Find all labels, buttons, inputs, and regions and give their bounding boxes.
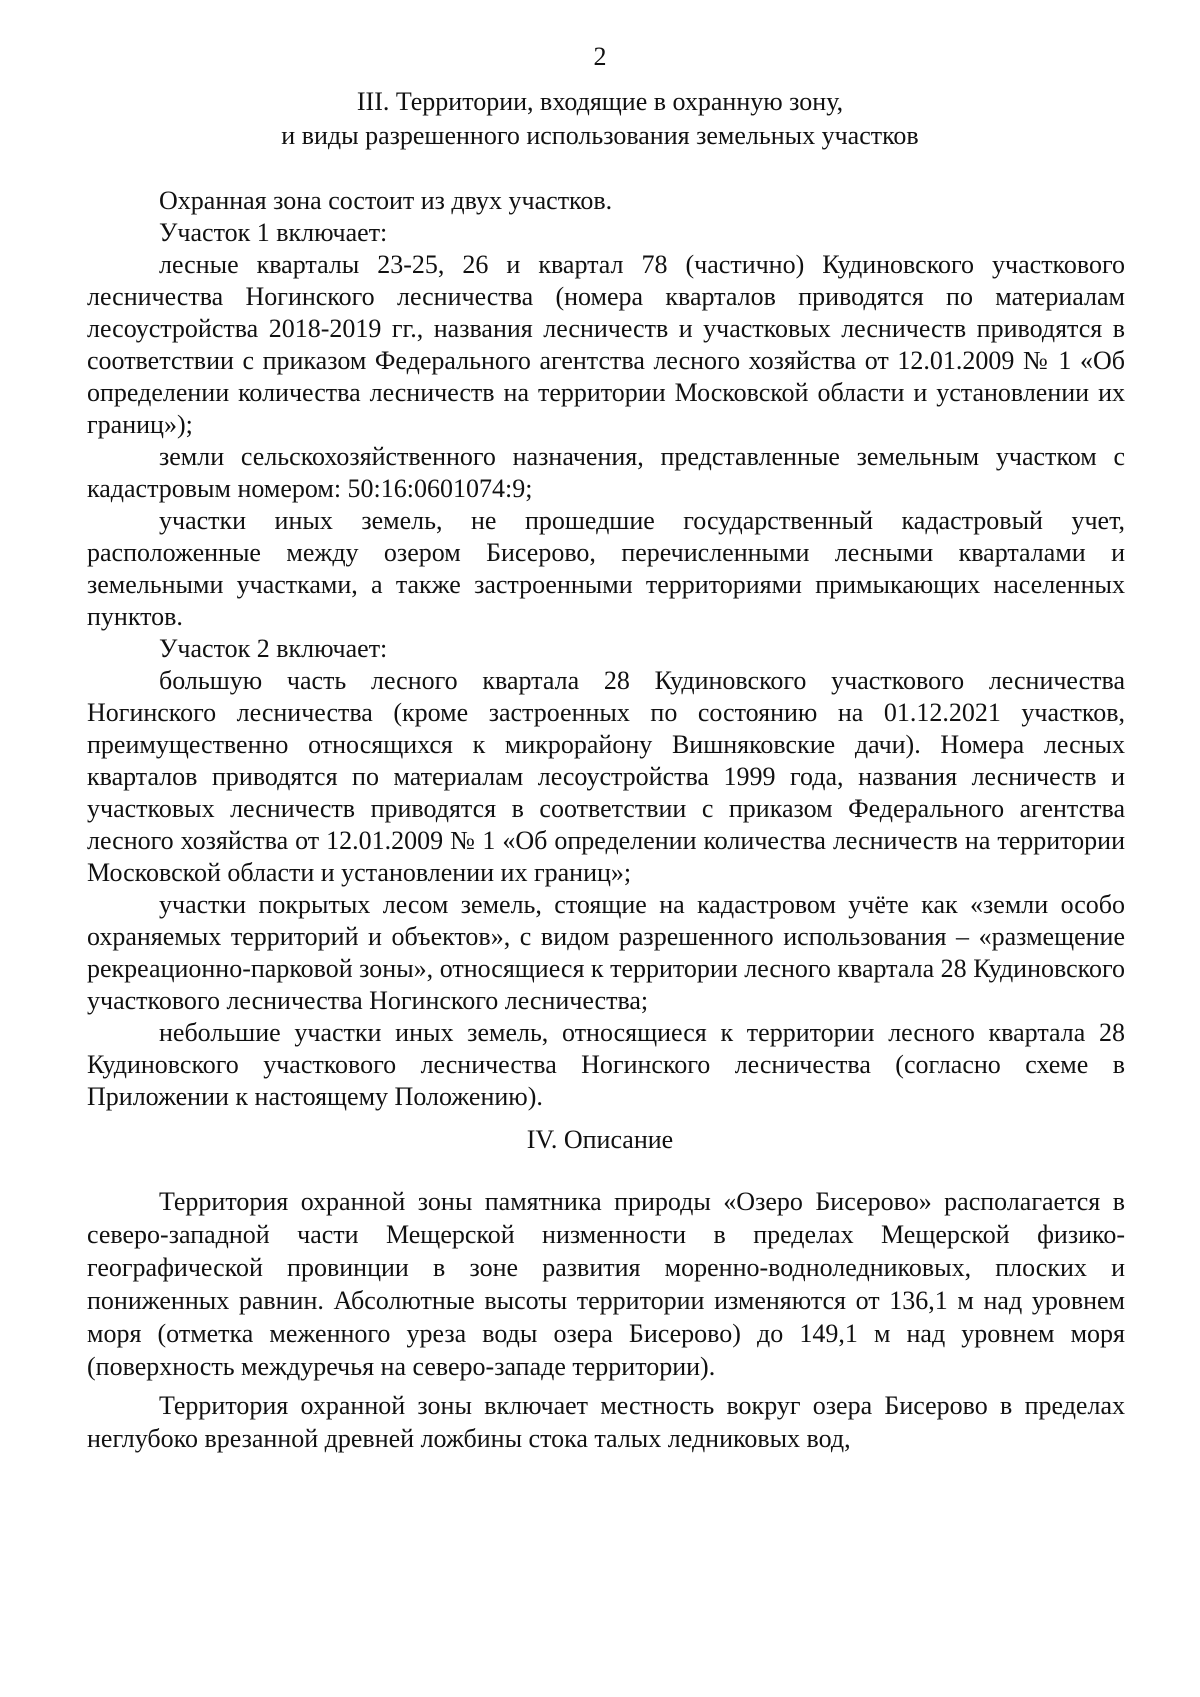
paragraph-territory-location: Территория охранной зоны памятника природы «Озеро Бисерово» располагается в северо-западной части Мещерской низменности в пределах Мещерской физико-географической провинции в зоне развития моренно-водноледниковых, плоских и пониженных равнин. Абсолютные высоты территории изменяются от 136,1 м над уровнем моря (отметка меженного уреза воды озера Бисерово) до 149,1 м над уровнем моря (поверхность междуречья на северо-западе территории). (87, 1187, 1125, 1381)
paragraph-plot-2-forest-quarter: большую часть лесного квартала 28 Кудиновского участкового лесничества Ногинского лесничества (кроме застроенных по состоянию на 01.12.2021 участков, преимущественно относящихся к микрорайону Вишняковские дачи). Номера лесных кварталов приводятся по материалам лесоустройства 1999 года, названия лесничеств и участковых лесничеств приводятся в соответствии с приказом Федерального агентства лесного хозяйства от 12.01.2009 № 1 «Об определении количества лесничеств на территории Московской области и установлении их границ»; (87, 666, 1125, 887)
paragraph-plot-1-heading: Участок 1 включает: (159, 218, 388, 247)
section-4-heading: IV. Описание (526, 1125, 674, 1154)
paragraph-plot-1-other-land: участки иных земель, не прошедшие государственный кадастровый учет, расположенные между озером Бисерово, перечисленными лесными кварталами и земельными участками, а также застроенными территориями примыкающих населенных пунктов. (87, 506, 1125, 631)
paragraph-plot-1-agricultural-land: земли сельскохозяйственного назначения, представленные земельным участком с кадастровым номером: 50:16:0601074:9; (87, 442, 1125, 503)
paragraph-zone-composition: Охранная зона состоит из двух участков. (159, 186, 613, 215)
paragraph-plot-2-other-land: небольшие участки иных земель, относящиеся к территории лесного квартала 28 Кудиновского участкового лесничества Ногинского лесничества (согласно схеме в Приложении к настоящему Положению). (87, 1018, 1125, 1111)
page-number: 2 (593, 42, 607, 71)
paragraph-plot-2-heading: Участок 2 включает: (159, 634, 388, 663)
paragraph-plot-2-forest-land: участки покрытых лесом земель, стоящие на кадастровом учёте как «земли особо охраняемых территорий и объектов», с видом разрешенного использования – «размещение рекреационно-парковой зоны», относящиеся к территории лесного квартала 28 Кудиновского участкового лесничества Ногинского лесничества; (87, 890, 1125, 1015)
paragraph-plot-1-forest-quarters: лесные кварталы 23-25, 26 и квартал 78 (частично) Кудиновского участкового лесничества Ногинского лесничества (номера кварталов приводятся по материалам лесоустройства 2018-2019 гг., названия лесничеств и участковых лесничеств приводятся в соответствии с приказом Федерального агентства лесного хозяйства от 12.01.2009 № 1 «Об определении количества лесничеств на территории Московской области и установлении их границ»); (87, 250, 1125, 439)
section-4-body (87, 1185, 1125, 1455)
section-3-body (87, 185, 1125, 1113)
section-3-title-line-2: и виды разрешенного использования земельных участков (281, 121, 919, 150)
paragraph-territory-relief: Территория охранной зоны включает местность вокруг озера Бисерово в пределах неглубоко врезанной древней ложбины стока талых ледниковых вод, (87, 1391, 1125, 1453)
section-3-heading (0, 85, 1200, 153)
section-3-title-line-1: III. Территории, входящие в охранную зону, (356, 87, 844, 116)
